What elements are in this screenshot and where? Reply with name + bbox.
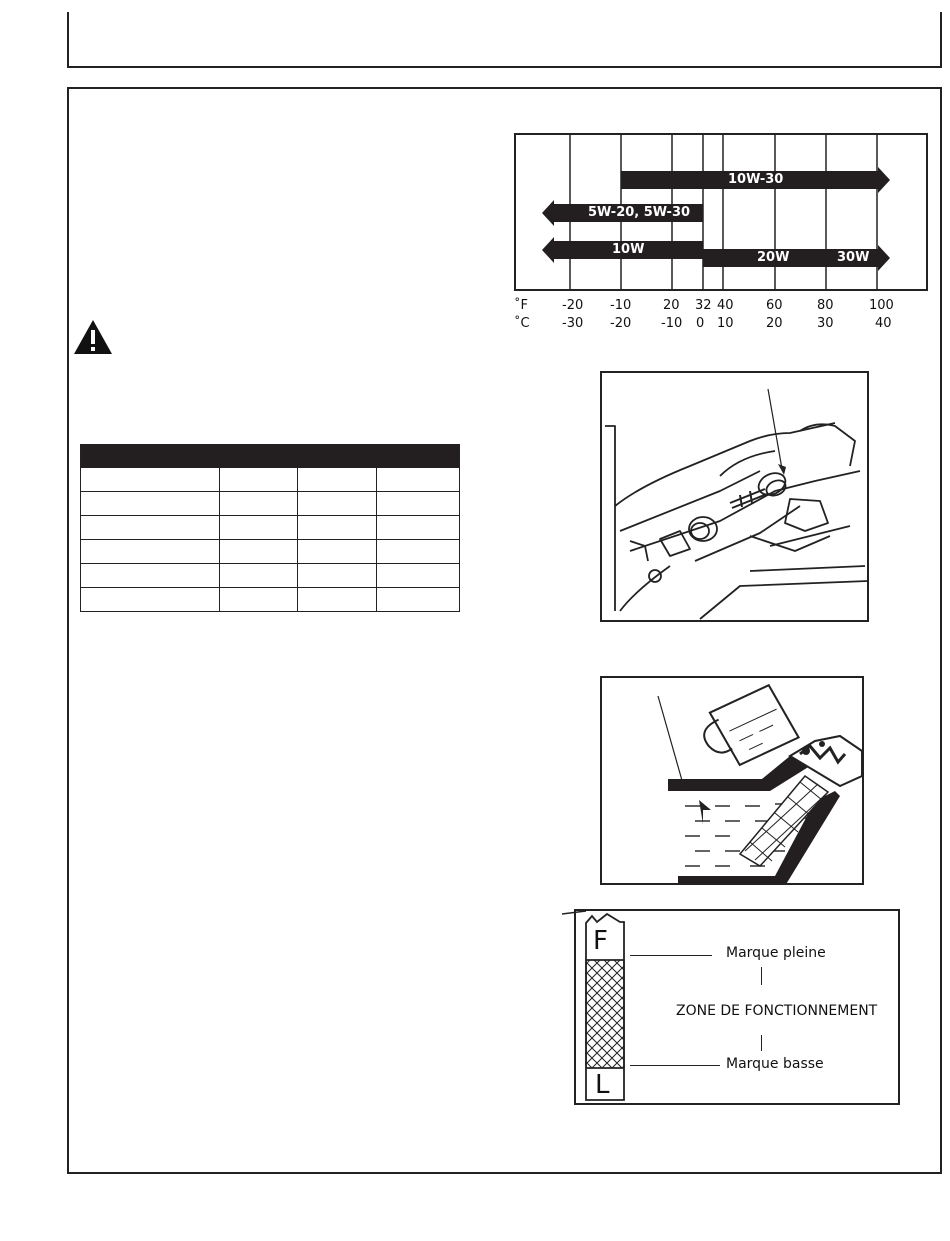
arrow-label-10w-30: 10W-30 [728, 172, 784, 187]
arrow-label-10w: 10W [612, 242, 645, 257]
c-tick: 20 [766, 316, 783, 331]
c-tick: -30 [562, 316, 584, 331]
viscosity-chart [514, 133, 928, 291]
arrow-label-30w: 30W [837, 250, 870, 265]
f-tick: 100 [869, 298, 894, 313]
header-frame [67, 12, 942, 68]
full-mark-label: Marque pleine [726, 945, 826, 961]
zone-tick-bottom [761, 1035, 762, 1051]
oil-capacity-table [80, 444, 460, 612]
f-tick: 32 [695, 298, 712, 313]
f-tick: -10 [610, 298, 632, 313]
table-row [81, 516, 460, 540]
c-tick: -10 [661, 316, 683, 331]
f-tick: 20 [663, 298, 680, 313]
c-tick: 0 [696, 316, 705, 331]
low-mark-label: Marque basse [726, 1056, 824, 1072]
table-row [81, 492, 460, 516]
f-unit: ˚F [514, 298, 528, 313]
c-tick: 10 [717, 316, 734, 331]
zone-tick-top [761, 967, 762, 985]
f-tick: 80 [817, 298, 834, 313]
arrow-label-5w20-5w30: 5W-20, 5W-30 [588, 205, 691, 220]
f-tick: -20 [562, 298, 584, 313]
table-header [81, 445, 460, 468]
table-row [81, 588, 460, 612]
f-tick: 40 [717, 298, 734, 313]
engine-dipstick-illustration [600, 371, 869, 622]
operating-zone-label: ZONE DE FONCTIONNEMENT [676, 1003, 878, 1019]
f-tick: 60 [766, 298, 783, 313]
c-tick: 30 [817, 316, 834, 331]
full-mark-line [630, 955, 712, 956]
table-row [81, 540, 460, 564]
oil-fill-illustration [600, 676, 864, 885]
warning-triangle-icon [73, 319, 113, 355]
c-tick: -20 [610, 316, 632, 331]
table-row [81, 468, 460, 492]
arrow-label-20w: 20W [757, 250, 790, 265]
low-mark-line [630, 1065, 720, 1066]
low-letter: L [595, 1070, 610, 1100]
c-unit: ˚C [514, 316, 530, 331]
table-row [81, 564, 460, 588]
full-letter: F [593, 926, 608, 956]
c-tick: 40 [875, 316, 892, 331]
